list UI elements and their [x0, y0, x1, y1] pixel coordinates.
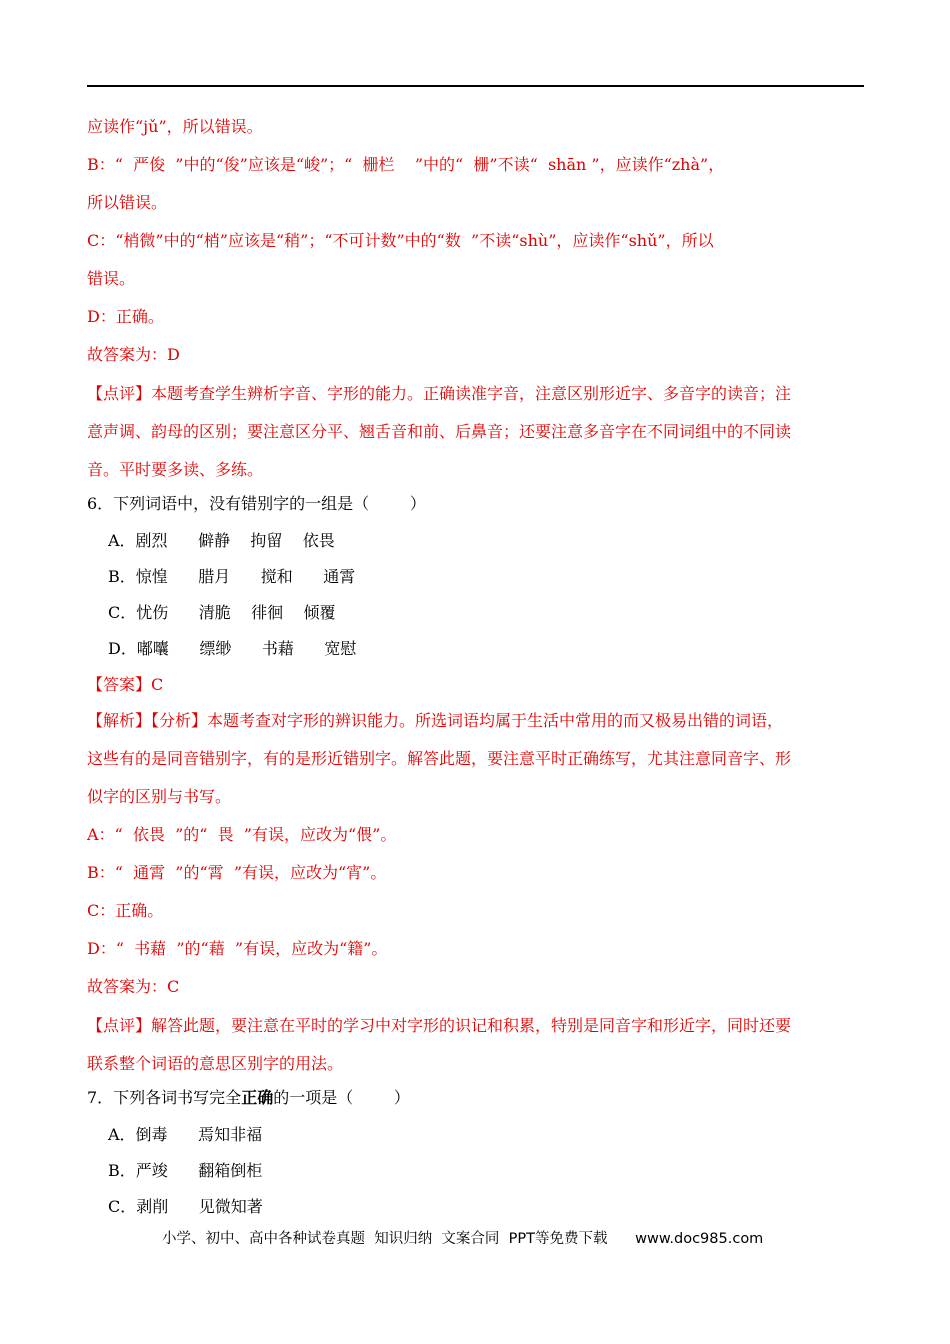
- question-7-option-a: A．倒毒 焉知非福: [108, 1125, 263, 1144]
- page-footer: 小学、初中、高中各种试卷真题 知识归纳 文案合同 PPT等免费下载 www.doc985.com: [162, 1231, 764, 1247]
- comment-line: 音。平时要多读、多练。: [87, 460, 264, 479]
- explanation-line: 所以错误。: [87, 193, 168, 212]
- comment-line: 联系整个词语的意思区别字的用法。: [87, 1054, 344, 1073]
- analysis-line: C：正确。: [87, 901, 164, 920]
- question-6-stem: 6．下列词语中，没有错别字的一组是（ ）: [87, 494, 426, 513]
- question-6-option-a: A．剧烈 僻静 拘留 依畏: [108, 531, 335, 550]
- question-7-option-c: C．剥削 见微知著: [108, 1197, 263, 1216]
- question-6-answer: 【答案】C: [87, 675, 164, 694]
- analysis-answer-line: 故答案为：C: [87, 977, 180, 996]
- question-7-stem: [87, 1088, 410, 1108]
- answer-line: 故答案为：D: [87, 345, 180, 364]
- question-7-stem-post: 的一项是（ ）: [273, 1088, 410, 1107]
- explanation-line: C：“梢微”中的“梢”应该是“稍”；“不可计数”中的“数 ”不读“shù”，应读作“shǔ”，所以: [87, 231, 714, 250]
- analysis-line: 【解析】【分析】本题考查对字形的辨识能力。所选词语均属于生活中常用的而又极易出错的词语，: [87, 711, 784, 730]
- analysis-line: 这些有的是同音错别字，有的是形近错别字。解答此题，要注意平时正确练写，尤其注意同音字、形: [87, 749, 792, 768]
- question-6-option-c: C．忧伤 清脆 徘徊 倾覆: [108, 603, 336, 622]
- question-7-stem-emphasis: 正确: [241, 1088, 274, 1107]
- analysis-line: 似字的区别与书写。: [87, 787, 232, 806]
- analysis-line: A：“ 依畏 ”的“ 畏 ”有误，应改为“偎”。: [87, 825, 397, 844]
- question-7-option-b: B．严竣 翻箱倒柜: [108, 1161, 263, 1180]
- header-rule: [87, 85, 864, 87]
- explanation-line: 错误。: [87, 269, 136, 288]
- comment-line: 【点评】解答此题，要注意在平时的学习中对字形的识记和积累，特别是同音字和形近字，同时还要: [87, 1016, 792, 1035]
- question-7-stem-pre: 7．下列各词书写完全: [87, 1088, 242, 1107]
- comment-line: 意声调、韵母的区别；要注意区分平、翘舌音和前、后鼻音；还要注意多音字在不同词组中的不同读: [87, 422, 792, 441]
- question-6-option-b: B．惊惶 腊月 搅和 通霄: [108, 567, 356, 586]
- explanation-line: B：“ 严俊 ”中的“俊”应该是“峻”；“ 栅栏 ”中的“ 栅”不读“ shān ”，应读作“zhà”，: [87, 155, 725, 174]
- explanation-line: 应读作“jǔ”，所以错误。: [87, 117, 263, 136]
- analysis-line: D：“ 书藉 ”的“藉 ”有误，应改为“籍”。: [87, 939, 388, 958]
- explanation-line: D：正确。: [87, 307, 164, 326]
- comment-line: 【点评】本题考查学生辨析字音、字形的能力。正确读准字音，注意区别形近字、多音字的读音；注: [87, 384, 792, 403]
- question-6-option-d: D．嘟囔 缥缈 书藉 宽慰: [108, 639, 357, 658]
- analysis-line: B：“ 通霄 ”的“霄 ”有误，应改为“宵”。: [87, 863, 387, 882]
